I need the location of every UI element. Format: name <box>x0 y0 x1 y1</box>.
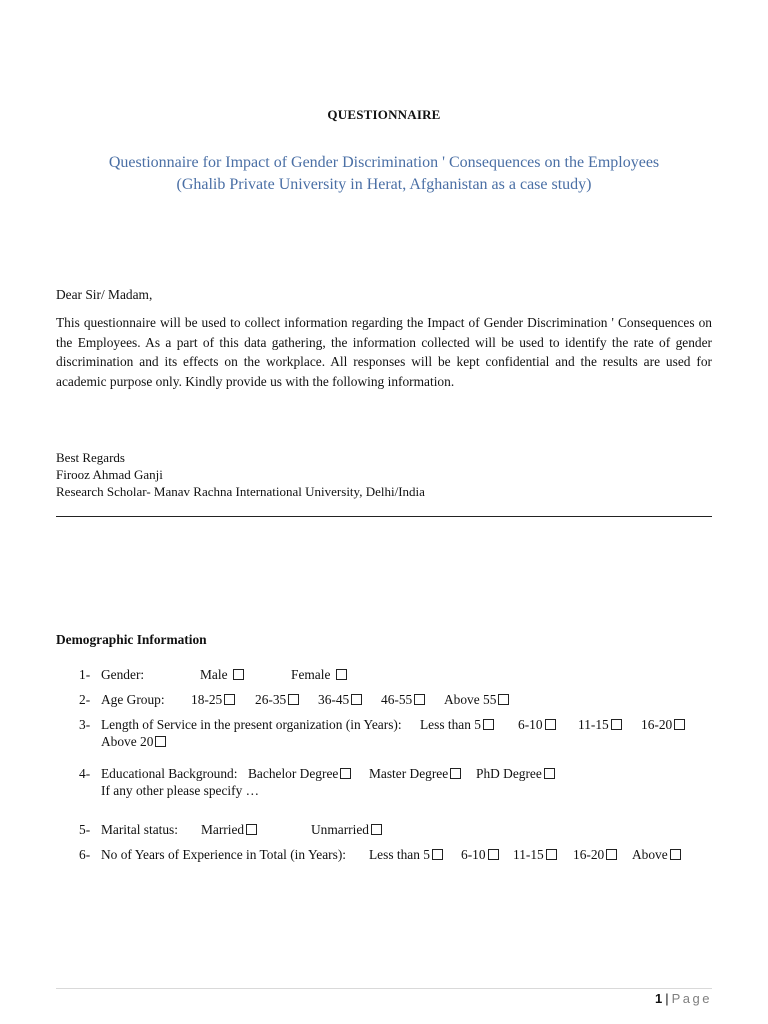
checkbox[interactable] <box>670 849 681 860</box>
q5-label: Marital status: <box>101 822 178 837</box>
checkbox[interactable] <box>544 768 555 779</box>
q3-option-above-20[interactable] <box>101 733 166 750</box>
q4-number: 4- <box>79 766 91 781</box>
signoff-name: Firooz Ahmad Ganji <box>56 467 163 482</box>
q2-number: 2- <box>79 692 91 707</box>
q3-label: Length of Service in the present organization (in Years): <box>101 717 402 732</box>
page-number: 1 <box>655 991 663 1006</box>
option-label: Less than 5 <box>369 847 430 862</box>
salutation: Dear Sir/ Madam, <box>56 287 153 302</box>
q6-option-less-than-5[interactable] <box>369 846 443 863</box>
page-label: Page <box>671 991 712 1006</box>
q3-option-16-20[interactable] <box>641 716 685 733</box>
checkbox[interactable] <box>450 768 461 779</box>
q4-other-specify[interactable]: If any other please specify … <box>101 783 260 798</box>
q3-number: 3- <box>79 717 91 732</box>
section-divider <box>56 516 712 517</box>
option-label: 6-10 <box>518 717 543 732</box>
page-footer <box>655 991 712 1006</box>
option-label: 36-45 <box>318 692 350 707</box>
subtitle-line-2: (Ghalib Private University in Herat, Afghanistan as a case study) <box>176 176 592 193</box>
signoff-affiliation: Research Scholar- Manav Rachna International University, Delhi/India <box>56 484 425 499</box>
q4-option-bachelor[interactable] <box>248 765 351 782</box>
footer-divider <box>56 988 712 989</box>
q1-option-male[interactable] <box>200 666 244 683</box>
option-label: Above <box>632 847 668 862</box>
q6-label: No of Years of Experience in Total (in Years): <box>101 847 347 862</box>
q6-option-11-15[interactable] <box>513 846 557 863</box>
q5-option-unmarried[interactable] <box>311 821 382 838</box>
subtitle-line-1: Questionnaire for Impact of Gender Discrimination ' Consequences on the Employees <box>108 154 660 171</box>
checkbox[interactable] <box>224 694 235 705</box>
option-label: Above 55 <box>444 692 497 707</box>
checkbox[interactable] <box>414 694 425 705</box>
signoff-closing: Best Regards <box>56 450 125 465</box>
option-label: 16-20 <box>641 717 673 732</box>
q2-option-above-55[interactable] <box>444 691 509 708</box>
checkbox[interactable] <box>233 669 244 680</box>
checkbox[interactable] <box>336 669 347 680</box>
q2-option-36-45[interactable] <box>318 691 362 708</box>
checkbox[interactable] <box>288 694 299 705</box>
footer-separator: | <box>665 991 669 1006</box>
option-label: 11-15 <box>513 847 544 862</box>
checkbox[interactable] <box>340 768 351 779</box>
q1-number: 1- <box>79 667 91 682</box>
q2-option-26-35[interactable] <box>255 691 299 708</box>
q6-option-6-10[interactable] <box>461 846 499 863</box>
q5-option-married[interactable] <box>201 821 257 838</box>
q4-option-master[interactable] <box>369 765 461 782</box>
q6-option-16-20[interactable] <box>573 846 617 863</box>
option-label: 46-55 <box>381 692 413 707</box>
checkbox[interactable] <box>351 694 362 705</box>
option-label: 26-35 <box>255 692 287 707</box>
checkbox[interactable] <box>545 719 556 730</box>
checkbox[interactable] <box>674 719 685 730</box>
option-label: 18-25 <box>191 692 223 707</box>
checkbox[interactable] <box>483 719 494 730</box>
checkbox[interactable] <box>488 849 499 860</box>
option-label: Bachelor Degree <box>248 766 339 781</box>
option-label: Female <box>291 667 331 682</box>
option-label: Male <box>200 667 228 682</box>
checkbox[interactable] <box>371 824 382 835</box>
checkbox[interactable] <box>432 849 443 860</box>
checkbox[interactable] <box>498 694 509 705</box>
page-heading: QUESTIONNAIRE <box>327 107 441 122</box>
option-label: Unmarried <box>311 822 370 837</box>
checkbox[interactable] <box>246 824 257 835</box>
option-label: Master Degree <box>369 766 449 781</box>
q1-option-female[interactable] <box>291 666 347 683</box>
intro-paragraph: This questionnaire will be used to collect information regarding the Impact of Gender Discrimination ' Consequences on the Employees. As a part of this data gathering, the information collected will be used to identify the rate of gender discrimination and its effects on the workplace. All responses will be kept confidential and the results are used for academic purpose only. Kindly provide us with the following information. <box>56 315 712 389</box>
q4-option-phd[interactable] <box>476 765 555 782</box>
option-label: 6-10 <box>461 847 486 862</box>
q5-number: 5- <box>79 822 91 837</box>
checkbox[interactable] <box>606 849 617 860</box>
q3-option-11-15[interactable] <box>578 716 622 733</box>
q4-label: Educational Background: <box>101 766 238 781</box>
option-label: PhD Degree <box>476 766 542 781</box>
checkbox[interactable] <box>155 736 166 747</box>
q1-label: Gender: <box>101 667 145 682</box>
option-label: 16-20 <box>573 847 605 862</box>
checkbox[interactable] <box>546 849 557 860</box>
demographics-title: Demographic Information <box>56 632 207 647</box>
q3-option-6-10[interactable] <box>518 716 556 733</box>
q6-option-above[interactable] <box>632 846 681 863</box>
q6-number: 6- <box>79 847 91 862</box>
option-label: Above 20 <box>101 734 154 749</box>
checkbox[interactable] <box>611 719 622 730</box>
option-label: Married <box>201 822 245 837</box>
q2-option-46-55[interactable] <box>381 691 425 708</box>
q3-option-less-than-5[interactable] <box>420 716 494 733</box>
q2-label: Age Group: <box>101 692 165 707</box>
option-label: Less than 5 <box>420 717 481 732</box>
option-label: 11-15 <box>578 717 609 732</box>
q2-option-18-25[interactable] <box>191 691 235 708</box>
